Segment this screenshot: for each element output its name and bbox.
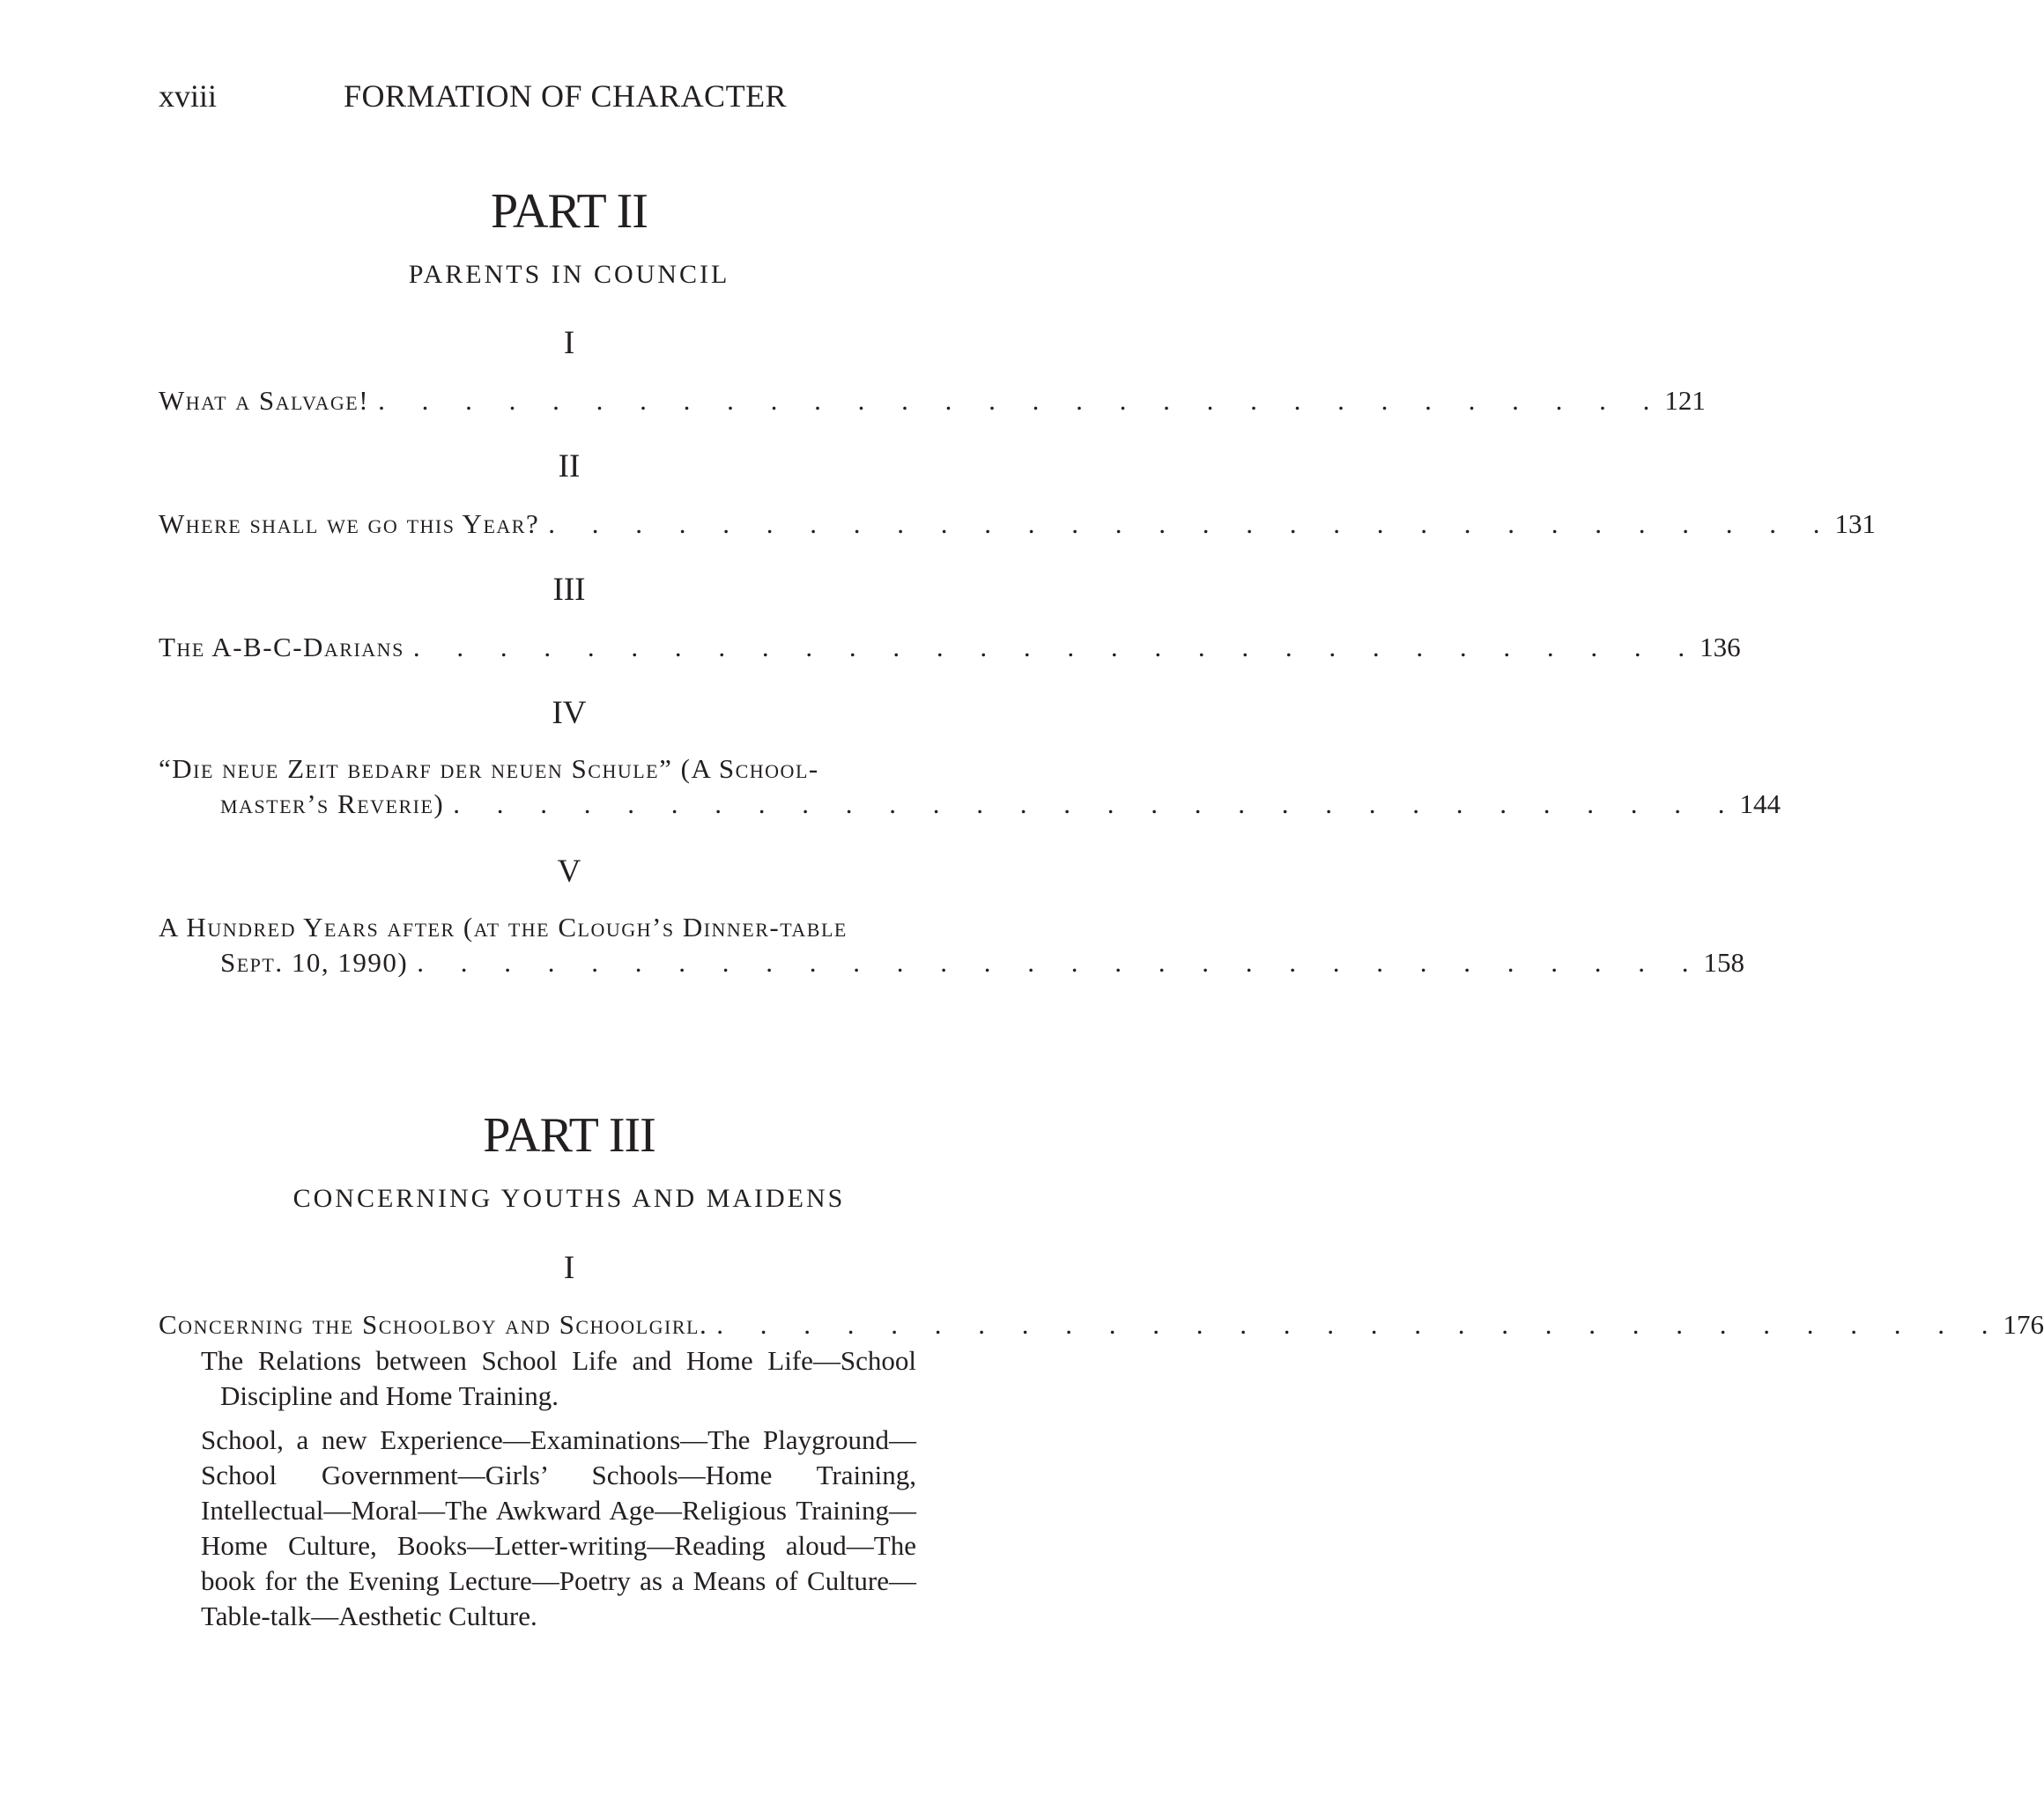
toc-entry[interactable] [159,751,1781,822]
summary-paragraph: School, a new Experience—Examinations—The Playground—School Government—Girls’ Schools—Home Training, Intellectual—Moral—The Awkward Age—Religious Training—Home Culture, Books—Letter-writing—Reading aloud—The book for the Evening Lecture—Poetry as a Means of Culture—Table-talk—Aesthetic Culture. [201,1424,916,1631]
toc-page-number: 131 [1834,508,1876,539]
part-3-heading: PART III [483,1108,655,1163]
summary-paragraph: The Relations between School Life and Home Life—School Discipline and Home Training. [201,1345,916,1411]
dot-leader: . . . . . . . . . . . . . . . . . . . . . . . . . . . . . . [453,788,1740,819]
toc-page-number: 121 [1664,385,1706,416]
toc-entry[interactable] [159,506,1876,542]
toc-entry-title-continued: master’s Reverie) [220,788,445,819]
toc-entry-title: A Hundred Years after (at the Clough’s Dinner-table [159,912,848,943]
chapter-numeral: V [557,854,581,890]
chapter-numeral: IV [552,695,587,731]
toc-entry[interactable] [159,630,1741,665]
chapter-numeral: I [563,325,575,361]
part-2-heading: PART II [491,184,648,239]
toc-page-number: 176 [2003,1309,2044,1340]
toc-entry-title-continued: Sept. 10, 1990) [220,947,409,978]
toc-entry-title: The A-B-C-Darians [159,632,404,662]
dot-leader: . . . . . . . . . . . . . . . . . . . . . . . . . . . . . . [716,1309,2003,1340]
book-title: FORMATION OF CHARACTER [344,78,788,114]
toc-entry-title: Where shall we go this Year? [159,508,540,539]
toc-entry-title: “Die neue Zeit bedarf der neuen Schule” (A School- [159,753,819,784]
toc-page-number: 158 [1703,947,1744,978]
dot-leader: . . . . . . . . . . . . . . . . . . . . . . . . . . . . . . [417,947,1704,978]
part-3-subtitle: CONCERNING YOUTHS AND MAIDENS [293,1184,846,1213]
chapter-summary [201,1343,916,1634]
dot-leader: . . . . . . . . . . . . . . . . . . . . . . . . . . . . . . [412,632,1700,662]
chapter-numeral: II [558,448,581,484]
dot-leader: . . . . . . . . . . . . . . . . . . . . . . . . . . . . . . [378,385,1665,416]
part-2-subtitle: PARENTS IN COUNCIL [408,260,730,289]
toc-entry[interactable] [159,910,1744,980]
chapter-numeral: I [563,1250,575,1286]
dot-leader: . . . . . . . . . . . . . . . . . . . . . . . . . . . . . . [548,508,1835,539]
chapter-numeral: III [552,572,586,608]
page-folio: xviii [159,78,218,114]
toc-page-number: 136 [1700,632,1741,662]
toc-page-number: 144 [1739,788,1781,819]
toc-entry[interactable] [159,1307,2044,1342]
toc-entry[interactable] [159,383,1706,418]
toc-entry-title: Concerning the Schoolboy and Schoolgirl. [159,1309,708,1340]
toc-entry-title: What a Salvage! [159,385,370,416]
running-head [159,76,1004,116]
